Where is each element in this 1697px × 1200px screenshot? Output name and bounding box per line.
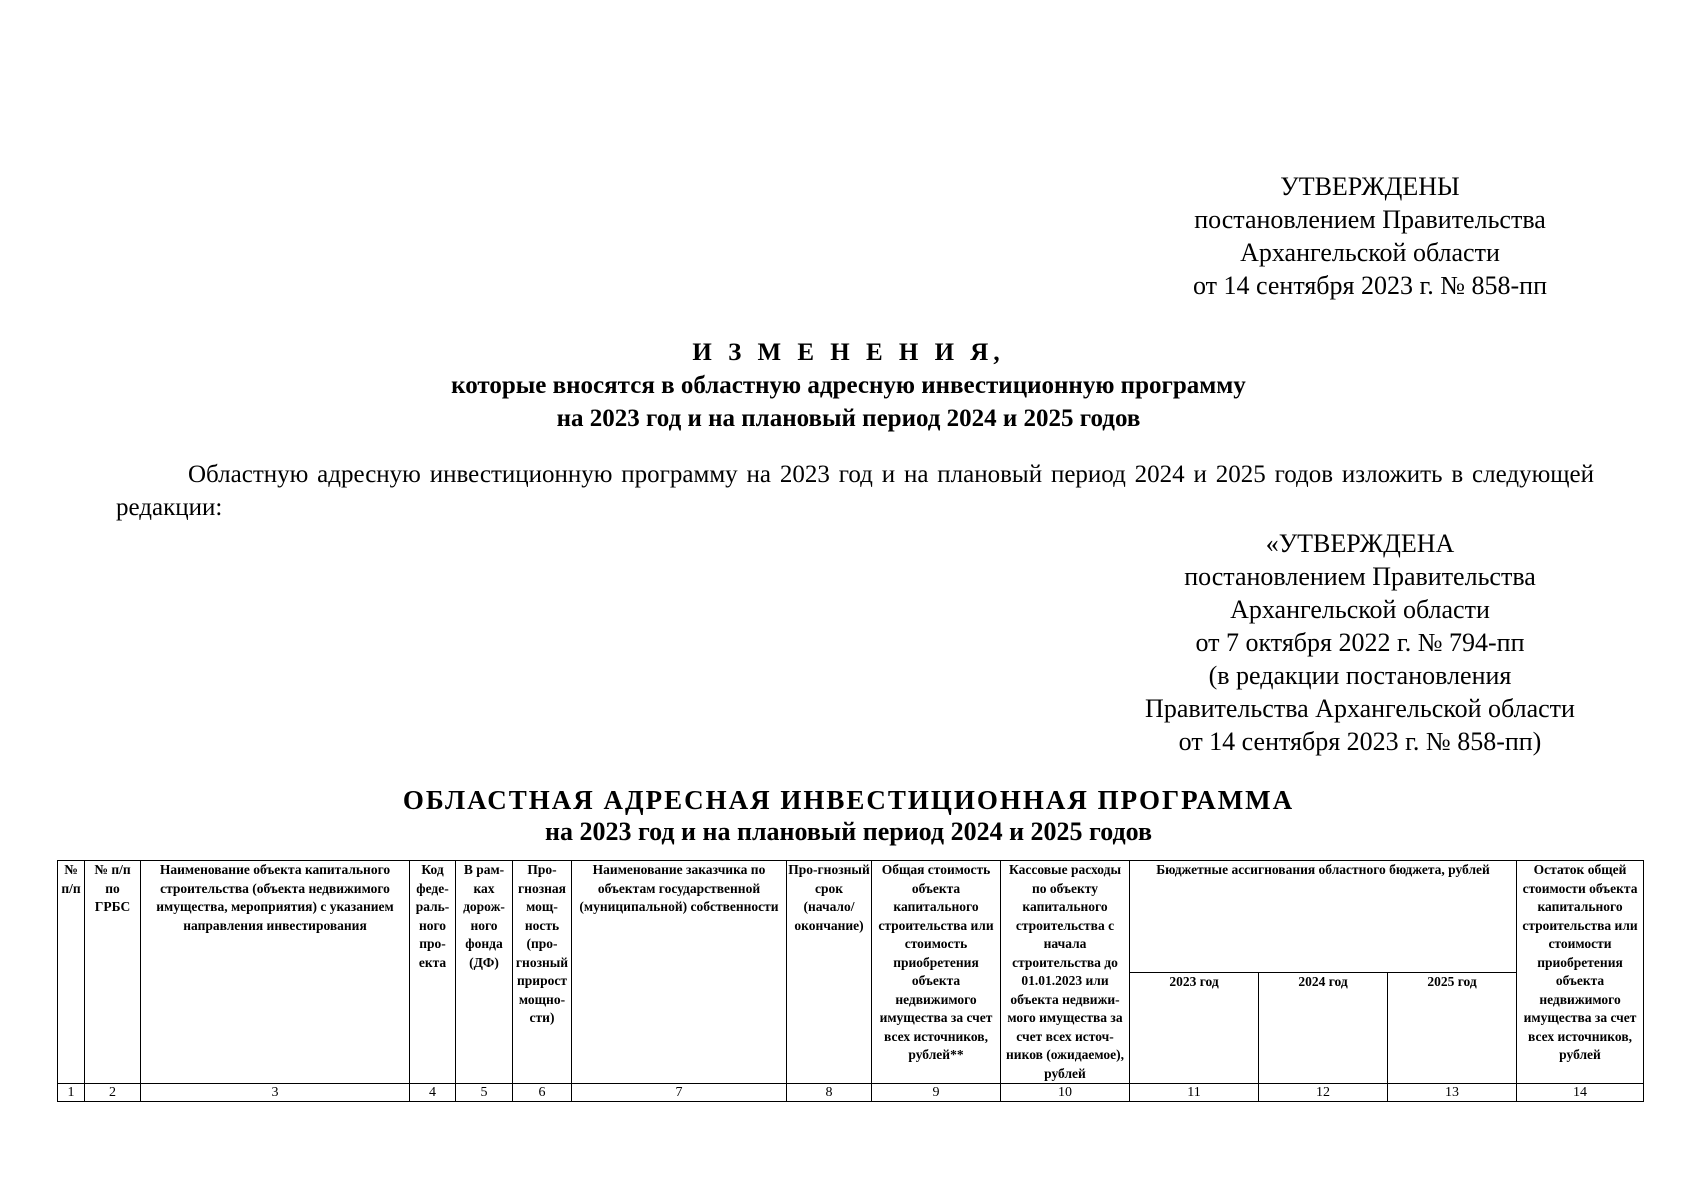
approval2-line: от 7 октября 2022 г. № 794-пп — [1195, 628, 1525, 657]
approval-line: от 14 сентября 2023 г. № 858-пп — [1192, 271, 1548, 300]
approval-line: постановлением Правительства — [1194, 205, 1546, 234]
header-cell: Наименование заказчика по объектам государственной (муниципальной) собственности — [572, 861, 787, 1084]
header-cell-budget: Бюджетные ассигнования областного бюджета, рублей — [1130, 861, 1517, 973]
header-cell: Про-гнозная мощ-ность (про-гнозный прирост мощно-сти) — [513, 861, 572, 1084]
program-subheading: на 2023 год и на плановый период 2024 и 2025 годов — [544, 817, 1153, 846]
column-number: 9 — [872, 1084, 1001, 1102]
column-number: 6 — [513, 1084, 572, 1102]
program-heading: ОБЛАСТНАЯ АДРЕСНАЯ ИНВЕСТИЦИОННАЯ ПРОГРАММА — [402, 785, 1295, 815]
body-paragraph-text: Областную адресную инвестиционную программу на 2023 год и на плановый период 2024 и 2025 годов изложить в следующей редакции: — [116, 461, 1594, 521]
column-number: 10 — [1001, 1084, 1130, 1102]
header-cell: Кассовые расходы по объекту капитального строительства с начала строительства до 01.01.2023 или объекта недвижи-мого имущества за счет всех источ-ников (ожидаемое), рублей — [1001, 861, 1130, 1084]
approval-line: Архангельской области — [1240, 238, 1500, 267]
program-title — [0, 784, 1697, 848]
column-number: 4 — [410, 1084, 456, 1102]
column-number: 14 — [1517, 1084, 1644, 1102]
header-cell: № п/п по ГРБС — [85, 861, 141, 1084]
column-number: 1 — [58, 1084, 85, 1102]
changes-subtitle-line-2: на 2023 год и на плановый период 2024 и 2025 годов — [556, 405, 1141, 432]
column-number-row — [58, 1084, 1644, 1102]
changes-title — [0, 336, 1697, 435]
header-cell-year: 2023 год — [1130, 972, 1259, 1084]
column-number: 12 — [1259, 1084, 1388, 1102]
header-cell: Код феде-раль-ного про-екта — [410, 861, 456, 1084]
column-number: 5 — [456, 1084, 513, 1102]
approval-line: УТВЕРЖДЕНЫ — [1280, 172, 1460, 201]
column-number: 2 — [85, 1084, 141, 1102]
body-paragraph — [116, 458, 1594, 524]
header-cell: Остаток общей стоимости объекта капитального строительства или стоимости приобретения объекта недвижимого имущества за счет всех источников, рублей — [1517, 861, 1644, 1084]
approval2-line: Архангельской области — [1230, 595, 1490, 624]
approval2-line: Правительства Архангельской области — [1145, 694, 1575, 723]
approval2-line: (в редакции постановления — [1208, 661, 1512, 690]
column-number: 8 — [787, 1084, 872, 1102]
changes-heading: И З М Е Н Е Н И Я, — [692, 339, 1005, 366]
header-cell: Про-гнозный срок (начало/ окончание) — [787, 861, 872, 1084]
approval2-line: от 14 сентября 2023 г. № 858-пп) — [1178, 727, 1542, 756]
header-cell-year: 2025 год — [1388, 972, 1517, 1084]
header-cell-year: 2024 год — [1259, 972, 1388, 1084]
header-cell: № п/п — [58, 861, 85, 1084]
header-cell: Наименование объекта капитального строительства (объекта недвижимого имущества, мероприятия) с указанием направления инвестирования — [141, 861, 410, 1084]
program-table — [57, 860, 1644, 1102]
approval-block-2 — [1095, 527, 1625, 758]
header-cell: В рам-ках дорож-ного фонда (ДФ) — [456, 861, 513, 1084]
approval2-line: «УТВЕРЖДЕНА — [1265, 529, 1455, 558]
changes-subtitle-line-1: которые вносятся в областную адресную инвестиционную программу — [451, 372, 1246, 399]
approval-block — [1160, 170, 1580, 302]
column-number: 7 — [572, 1084, 787, 1102]
approval2-line: постановлением Правительства — [1184, 562, 1536, 591]
column-number: 13 — [1388, 1084, 1517, 1102]
column-number: 3 — [141, 1084, 410, 1102]
header-cell: Общая стоимость объекта капитального строительства или стоимость приобретения объекта недвижимого имущества за счет всех источников, рублей** — [872, 861, 1001, 1084]
column-number: 11 — [1130, 1084, 1259, 1102]
